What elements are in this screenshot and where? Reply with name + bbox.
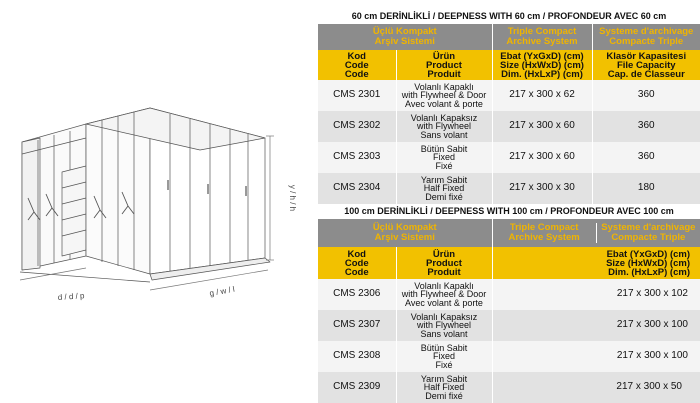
height-label: y / h / h — [288, 184, 297, 212]
cell-size: 217 x 300 x 60 — [492, 111, 592, 142]
cell-size: 217 x 300 x 62 — [492, 80, 592, 111]
cell-size: 217 x 300 x 100 — [492, 310, 700, 341]
header-system-en-fr — [492, 219, 700, 247]
table-row — [318, 279, 700, 310]
col-header-code: Kod Code Code — [318, 50, 396, 80]
cell-product: Volanlı Kapaksız with Flywheel Sans volant — [396, 310, 492, 341]
cell-size: 217 x 300 x 100 — [492, 341, 700, 372]
compact-archive-drawing — [0, 0, 315, 400]
cell-size: 217 x 300 x 102 — [492, 279, 700, 310]
section-title-100cm: 100 cm DERİNLİKLİ / DEEPNESS WITH 100 cm / PROFONDEUR AVEC 100 cm — [344, 206, 674, 216]
cell-product: Volanlı Kapaksız with Flywheel Sans volant — [396, 111, 492, 142]
table-row — [318, 173, 700, 204]
header-system-tr: Üçlü Kompakt Arşiv Sistemi — [318, 24, 492, 50]
spec-table-60cm — [318, 24, 700, 204]
cell-code: CMS 2301 — [318, 80, 396, 111]
cell-product: Bütün Sabit Fixed Fixé — [396, 142, 492, 173]
spec-table-100cm — [318, 219, 700, 403]
header-system-tr: Üçlü Kompakt Arşiv Sistemi — [318, 219, 492, 247]
cell-code: CMS 2306 — [318, 279, 396, 310]
cell-product: Yarım Sabit Half Fixed Demi fixé — [396, 372, 492, 403]
table-header-columns — [318, 247, 700, 279]
table-header-columns — [318, 50, 700, 80]
col-header-product: Ürün Product Produit — [396, 50, 492, 80]
cell-product: Volanlı Kapaklı with Flywheel & Door Avec volant & porte — [396, 279, 492, 310]
cell-size: 217 x 300 x 30 — [492, 173, 592, 204]
section-title-60cm: 60 cm DERİNLİKLİ / DEEPNESS WITH 60 cm / PROFONDEUR AVEC 60 cm — [351, 11, 667, 21]
cell-code: CMS 2302 — [318, 111, 396, 142]
table-header-system — [318, 219, 700, 247]
col-header-code: Kod Code Code — [318, 247, 396, 279]
cell-capacity: 180 — [592, 173, 700, 204]
cell-product: Bütün Sabit Fixed Fixé — [396, 341, 492, 372]
cell-capacity: 360 — [592, 142, 700, 173]
cell-code: CMS 2308 — [318, 341, 396, 372]
table-row — [318, 341, 700, 372]
col-header-capacity: Klasör Kapasitesi File Capacity Cap. de Classeur — [592, 50, 700, 80]
cell-capacity: 360 — [592, 111, 700, 142]
cell-code: CMS 2304 — [318, 173, 396, 204]
width-label: g / w / l — [208, 284, 236, 298]
table-row — [318, 372, 700, 403]
cell-code: CMS 2309 — [318, 372, 396, 403]
cell-product: Volanlı Kapaklı with Flywheel & Door Avec volant & porte — [396, 80, 492, 111]
header-system-fr: Systeme d'archivage Compacte Triple — [601, 222, 696, 243]
table-row — [318, 142, 700, 173]
cell-size: 217 x 300 x 50 — [492, 372, 700, 403]
cell-size: 217 x 300 x 60 — [492, 142, 592, 173]
table-row — [318, 310, 700, 341]
depth-label: d / d / p — [57, 291, 85, 302]
cell-capacity: 360 — [592, 80, 700, 111]
header-system-en: Triple Compact Archive System — [493, 223, 597, 243]
col-header-size: Ebat (YxGxD) (cm) Size (HxWxD) (cm) Dim. (HxLxP) (cm) — [492, 247, 700, 279]
table-row — [318, 111, 700, 142]
cell-code: CMS 2307 — [318, 310, 396, 341]
table-header-system — [318, 24, 700, 50]
cell-product: Yarım Sabit Half Fixed Demi fixé — [396, 173, 492, 204]
table-row — [318, 80, 700, 111]
col-header-size: Ebat (YxGxD) (cm) Size (HxWxD) (cm) Dim. (HxLxP) (cm) — [492, 50, 592, 80]
header-system-en: Triple Compact Archive System — [492, 24, 592, 50]
col-header-product: Ürün Product Produit — [396, 247, 492, 279]
cell-code: CMS 2303 — [318, 142, 396, 173]
header-system-fr: Systeme d'archivage Compacte Triple — [592, 24, 700, 50]
